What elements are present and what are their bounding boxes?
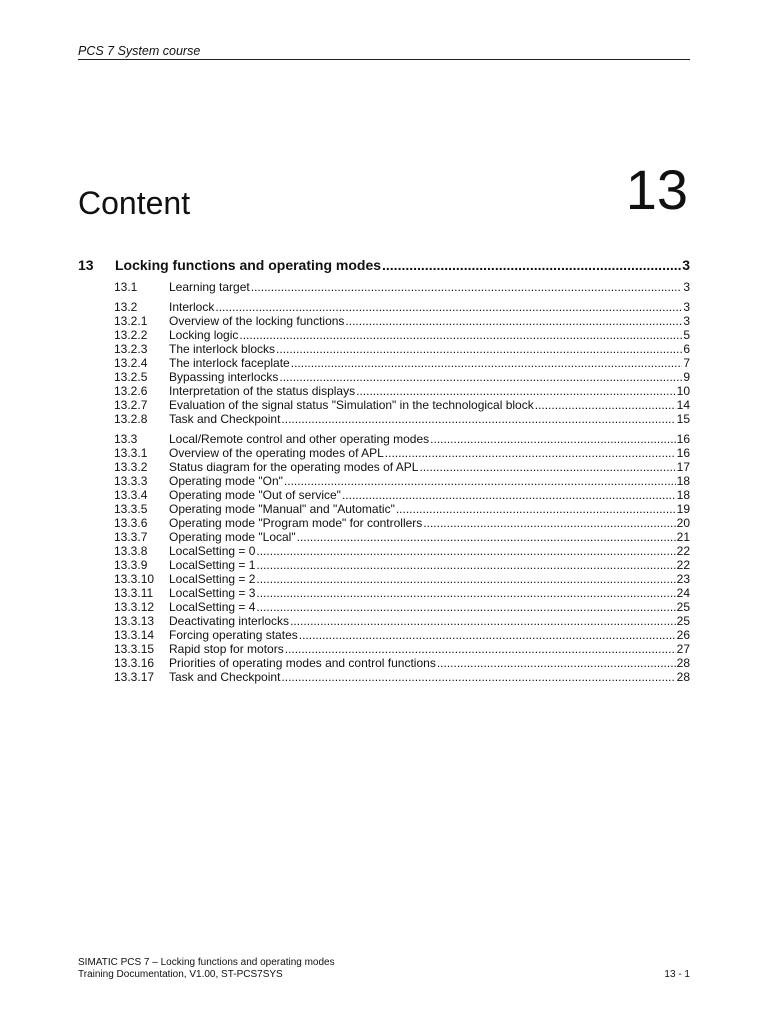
toc-entry-number: 13.3: [114, 432, 138, 446]
toc-entry[interactable]: [78, 432, 690, 446]
toc-leader-dots: [251, 280, 683, 294]
toc-entry-page: 18: [676, 488, 690, 502]
toc-leader-dots: [356, 384, 676, 398]
toc-chapter-page: 3: [682, 257, 690, 273]
toc-entry-number: 13.3.13: [114, 614, 155, 628]
toc-leader-dots: [396, 502, 676, 516]
toc-entry-label: LocalSetting = 4: [169, 600, 256, 614]
toc-leader-dots: [215, 300, 682, 314]
toc-entry[interactable]: [78, 300, 690, 314]
toc-entry-page: 28: [676, 670, 690, 684]
toc-leader-dots: [256, 600, 675, 614]
toc-entry-label: Evaluation of the signal status "Simulation" in the technological block: [169, 398, 534, 412]
toc-entry-label: Rapid stop for motors: [169, 642, 284, 656]
toc-entry-number: 13.2.8: [114, 412, 148, 426]
toc-entry-label: Bypassing interlocks: [169, 370, 279, 384]
page-footer: [78, 957, 690, 981]
toc-entry-label: LocalSetting = 1: [169, 558, 256, 572]
toc-entry-number: 13.2.7: [114, 398, 148, 412]
toc-entry-label: The interlock faceplate: [169, 356, 290, 370]
toc-entry-number: 13.2.4: [114, 356, 148, 370]
toc-group: [78, 300, 690, 426]
toc-leader-dots: [281, 670, 675, 684]
toc-entry-number: 13.2.6: [114, 384, 148, 398]
toc-entry-page: 24: [676, 586, 690, 600]
toc-entry[interactable]: [78, 502, 690, 516]
toc-entry[interactable]: [78, 460, 690, 474]
toc-leader-dots: [419, 460, 675, 474]
toc-leader-dots: [256, 544, 675, 558]
toc-chapter-label: Locking functions and operating modes: [115, 257, 382, 273]
toc-entry[interactable]: [78, 558, 690, 572]
toc-entry[interactable]: [78, 600, 690, 614]
toc-entry-number: 13.3.4: [114, 488, 148, 502]
footer-doc-info: Training Documentation, V1.00, ST-PCS7SYS: [78, 969, 283, 980]
toc-leader-dots: [284, 474, 676, 488]
toc-entry-label: Operating mode "Program mode" for controllers: [169, 516, 423, 530]
toc-entry-label: Task and Checkpoint: [169, 412, 281, 426]
toc-entry-page: 17: [676, 460, 690, 474]
toc-entry-page: 20: [676, 516, 690, 530]
toc-entry-page: 3: [683, 314, 690, 328]
toc-entry-label: Forcing operating states: [169, 628, 298, 642]
toc-entry-label: Operating mode "On": [169, 474, 283, 488]
toc-entry[interactable]: [78, 446, 690, 460]
toc-entry[interactable]: [78, 544, 690, 558]
toc-entry-page: 14: [676, 398, 690, 412]
toc-entry[interactable]: [78, 398, 690, 412]
toc-entry-number: 13.3.5: [114, 502, 148, 516]
toc-entry-label: LocalSetting = 0: [169, 544, 256, 558]
toc-entry-number: 13.3.17: [114, 670, 155, 684]
toc-entry-number: 13.3.6: [114, 516, 148, 530]
toc-leader-dots: [297, 530, 676, 544]
toc-leader-dots: [256, 572, 675, 586]
toc-entry[interactable]: [78, 488, 690, 502]
toc-sections: [78, 280, 690, 684]
toc-leader-dots: [430, 432, 675, 446]
chapter-number: 13: [625, 158, 688, 221]
toc-leader-dots: [290, 614, 676, 628]
toc-entry[interactable]: [78, 516, 690, 530]
toc-entry-label: Deactivating interlocks: [169, 614, 290, 628]
toc-entry-page: 6: [683, 342, 690, 356]
page-title: Content: [78, 185, 191, 221]
toc-entry-page: 23: [676, 572, 690, 586]
toc-entry-page: 16: [676, 446, 690, 460]
toc-entry[interactable]: [78, 314, 690, 328]
toc-entry[interactable]: [78, 328, 690, 342]
toc-leader-dots: [345, 314, 682, 328]
toc-entry-label: Operating mode "Manual" and "Automatic": [169, 502, 395, 516]
toc-entry-label: Operating mode "Out of service": [169, 488, 341, 502]
toc-entry-page: 16: [676, 432, 690, 446]
toc-leader-dots: [256, 558, 675, 572]
toc-leader-dots: [276, 342, 682, 356]
toc-entry[interactable]: [78, 384, 690, 398]
page-header: [78, 42, 690, 60]
toc-leader-dots: [256, 586, 675, 600]
footer-page-number: 13 - 1: [664, 969, 690, 980]
toc-entry-number: 13.3.7: [114, 530, 148, 544]
toc-entry-label: Locking logic: [169, 328, 239, 342]
toc-entry-label: Interpretation of the status displays: [169, 384, 356, 398]
toc-entry[interactable]: [78, 642, 690, 656]
toc-entry[interactable]: [78, 370, 690, 384]
toc-group: [78, 432, 690, 684]
toc-entry-page: 27: [676, 642, 690, 656]
toc-entry-label: Overview of the locking functions: [169, 314, 345, 328]
toc-entry-number: 13.3.9: [114, 558, 148, 572]
toc-entry-number: 13.3.16: [114, 656, 155, 670]
toc-group: [78, 280, 690, 294]
toc-entry-number: 13.2.3: [114, 342, 148, 356]
toc-entry-page: 22: [676, 558, 690, 572]
toc-entry-page: 3: [683, 300, 690, 314]
toc-entry-page: 26: [676, 628, 690, 642]
toc-entry-page: 25: [676, 600, 690, 614]
toc-leader-dots: [342, 488, 676, 502]
toc-leader-dots: [239, 328, 682, 342]
toc-entry[interactable]: [78, 670, 690, 684]
toc-entry-number: 13.3.11: [114, 586, 154, 600]
toc-leader-dots: [385, 446, 676, 460]
toc-entry-page: 15: [676, 412, 690, 426]
toc-leader-dots: [535, 398, 676, 412]
toc-entry-number: 13.3.3: [114, 474, 148, 488]
toc-entry-label: Local/Remote control and other operating modes: [169, 432, 430, 446]
toc-entry-page: 21: [676, 530, 690, 544]
toc-entry[interactable]: [78, 614, 690, 628]
toc-entry-number: 13.3.8: [114, 544, 148, 558]
toc-entry[interactable]: [78, 342, 690, 356]
toc-entry-label: Overview of the operating modes of APL: [169, 446, 384, 460]
toc-entry-number: 13.2.2: [114, 328, 148, 342]
toc-entry-number: 13.2.5: [114, 370, 148, 384]
toc-leader-dots: [299, 628, 676, 642]
toc-entry-page: 18: [676, 474, 690, 488]
toc-entry-number: 13.3.1: [114, 446, 148, 460]
toc-entry-number: 13.3.15: [114, 642, 155, 656]
toc-entry[interactable]: [78, 530, 690, 544]
toc-entry[interactable]: [78, 656, 690, 670]
toc-entry[interactable]: [78, 586, 690, 600]
toc-chapter-entry[interactable]: [78, 256, 690, 274]
toc-leader-dots: [279, 370, 682, 384]
toc-entry-number: 13.3.10: [114, 572, 155, 586]
toc-entry-page: 28: [676, 656, 690, 670]
toc-chapter-number: 13: [78, 257, 94, 273]
toc-leader-dots: [382, 256, 681, 274]
toc-leader-dots: [423, 516, 675, 530]
toc-entry-number: 13.3.12: [114, 600, 155, 614]
toc-entry-number: 13.2.1: [114, 314, 148, 328]
toc-entry-page: 25: [676, 614, 690, 628]
toc-entry[interactable]: [78, 412, 690, 426]
toc-entry[interactable]: [78, 572, 690, 586]
toc-entry-page: 7: [683, 356, 690, 370]
footer-doc-title: SIMATIC PCS 7 – Locking functions and operating modes: [78, 957, 335, 968]
toc-entry-number: 13.3.2: [114, 460, 148, 474]
toc-entry-page: 19: [676, 502, 690, 516]
toc-entry-page: 22: [676, 544, 690, 558]
toc-entry-page: 10: [676, 384, 690, 398]
toc-entry[interactable]: [78, 356, 690, 370]
table-of-contents: [78, 256, 690, 690]
toc-entry-label: The interlock blocks: [169, 342, 276, 356]
toc-entry-label: LocalSetting = 3: [169, 586, 256, 600]
toc-entry-label: Status diagram for the operating modes of APL: [169, 460, 419, 474]
toc-leader-dots: [285, 642, 676, 656]
toc-entry-label: Operating mode "Local": [169, 530, 296, 544]
toc-leader-dots: [291, 356, 683, 370]
toc-entry-page: 3: [683, 280, 690, 294]
toc-entry-label: LocalSetting = 2: [169, 572, 256, 586]
toc-entry-number: 13.3.14: [114, 628, 155, 642]
toc-entry-label: Priorities of operating modes and control functions: [169, 656, 436, 670]
toc-entry-label: Interlock: [169, 300, 215, 314]
toc-entry-number: 13.2: [114, 300, 138, 314]
toc-entry-page: 9: [683, 370, 690, 384]
course-name: PCS 7 System course: [78, 44, 201, 58]
toc-entry-number: 13.1: [114, 280, 138, 294]
toc-entry[interactable]: [78, 628, 690, 642]
toc-entry-label: Task and Checkpoint: [169, 670, 281, 684]
toc-leader-dots: [281, 412, 675, 426]
toc-entry[interactable]: [78, 474, 690, 488]
toc-entry-page: 5: [683, 328, 690, 342]
toc-leader-dots: [437, 656, 676, 670]
toc-entry[interactable]: [78, 280, 690, 294]
toc-entry-label: Learning target: [169, 280, 250, 294]
